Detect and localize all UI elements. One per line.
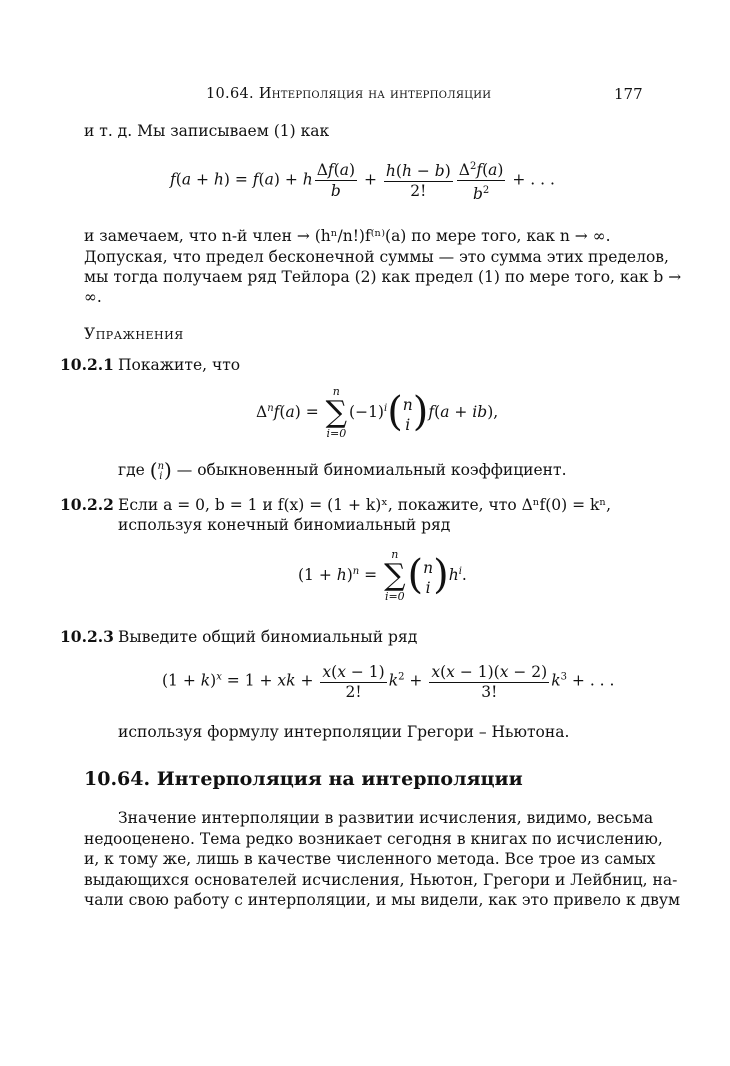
paragraph-line: выдающихся основателей исчисления, Ньютон, Грегори и Лейбниц, на- (84, 871, 678, 889)
paragraph-line: и т. д. Мы записываем (1) как (84, 122, 330, 140)
exercise-note: где ( n i ) — обыкновенный биномиальный коэффициент. (118, 458, 567, 483)
equation-general-binomial: $(1 + k)^x = 1$ + xk + x(x − 1) $2!k^2$ + x(x − 1)(x − 2) $3!k^3$ + . . . (162, 663, 615, 701)
equation-finite-binomial: $(1 + h)^n$ = n ∑ i=0 ( n i )$h^i$. (298, 548, 467, 603)
running-title: 10.64. Интерполяция на интерполяции (206, 86, 492, 102)
paragraph-line: мы тогда получаем ряд Тейлора (2) как предел (1) по мере того, как b → (84, 268, 682, 286)
exercise-text: используя конечный биномиальный ряд (118, 516, 451, 534)
equation-newton-series: f(a + h) = f(a) + h $\frac{\Delta f(a)}{b}$ + h(h − b) 2! $\frac{\Delta^2f(a)}{b^2}$ + . . . (170, 157, 555, 204)
exercise-text: Выведите общий биномиальный ряд (118, 628, 418, 646)
paragraph-line: ∞. (84, 288, 102, 306)
exercise-text: Покажите, что (118, 356, 241, 374)
exercise-number: 10.2.2 (60, 495, 114, 514)
exercise-number: 10.2.1 (60, 355, 114, 374)
section-title: 10.64. Интерполяция на интерполяции (84, 768, 523, 790)
paragraph-line: Значение интерполяции в развитии исчисления, видимо, весьма (118, 809, 654, 827)
paragraph-line: недооценено. Тема редко возникает сегодня в книгах по исчислению, (84, 830, 663, 848)
paragraph-line: чали свою работу с интерполяции, и мы видели, как это привело к двум (84, 891, 681, 909)
equation-finite-difference: $\Delta^nf(a)$ = n ∑ i=0 $(-1)^i$( n i )f(a + ib), (256, 385, 499, 440)
paragraph-line: и замечаем, что n-й член → (hⁿ/n!)f⁽ⁿ⁾(a) по мере того, как n → ∞. (84, 227, 611, 245)
exercises-heading: Упражнения (84, 325, 184, 343)
paragraph-line: Допуская, что предел бесконечной суммы — это сумма этих пределов, (84, 248, 669, 266)
exercise-text: используя формулу интерполяции Грегори – Ньютона. (118, 723, 570, 741)
exercise-number: 10.2.3 (60, 627, 114, 646)
exercise-text: Если a = 0, b = 1 и f(x) = (1 + k)ˣ, покажите, что Δⁿf(0) = kⁿ, (118, 496, 612, 514)
page-number: 177 (614, 85, 643, 103)
paragraph-line: и, к тому же, лишь в качестве численного метода. Все трое из самых (84, 850, 656, 868)
